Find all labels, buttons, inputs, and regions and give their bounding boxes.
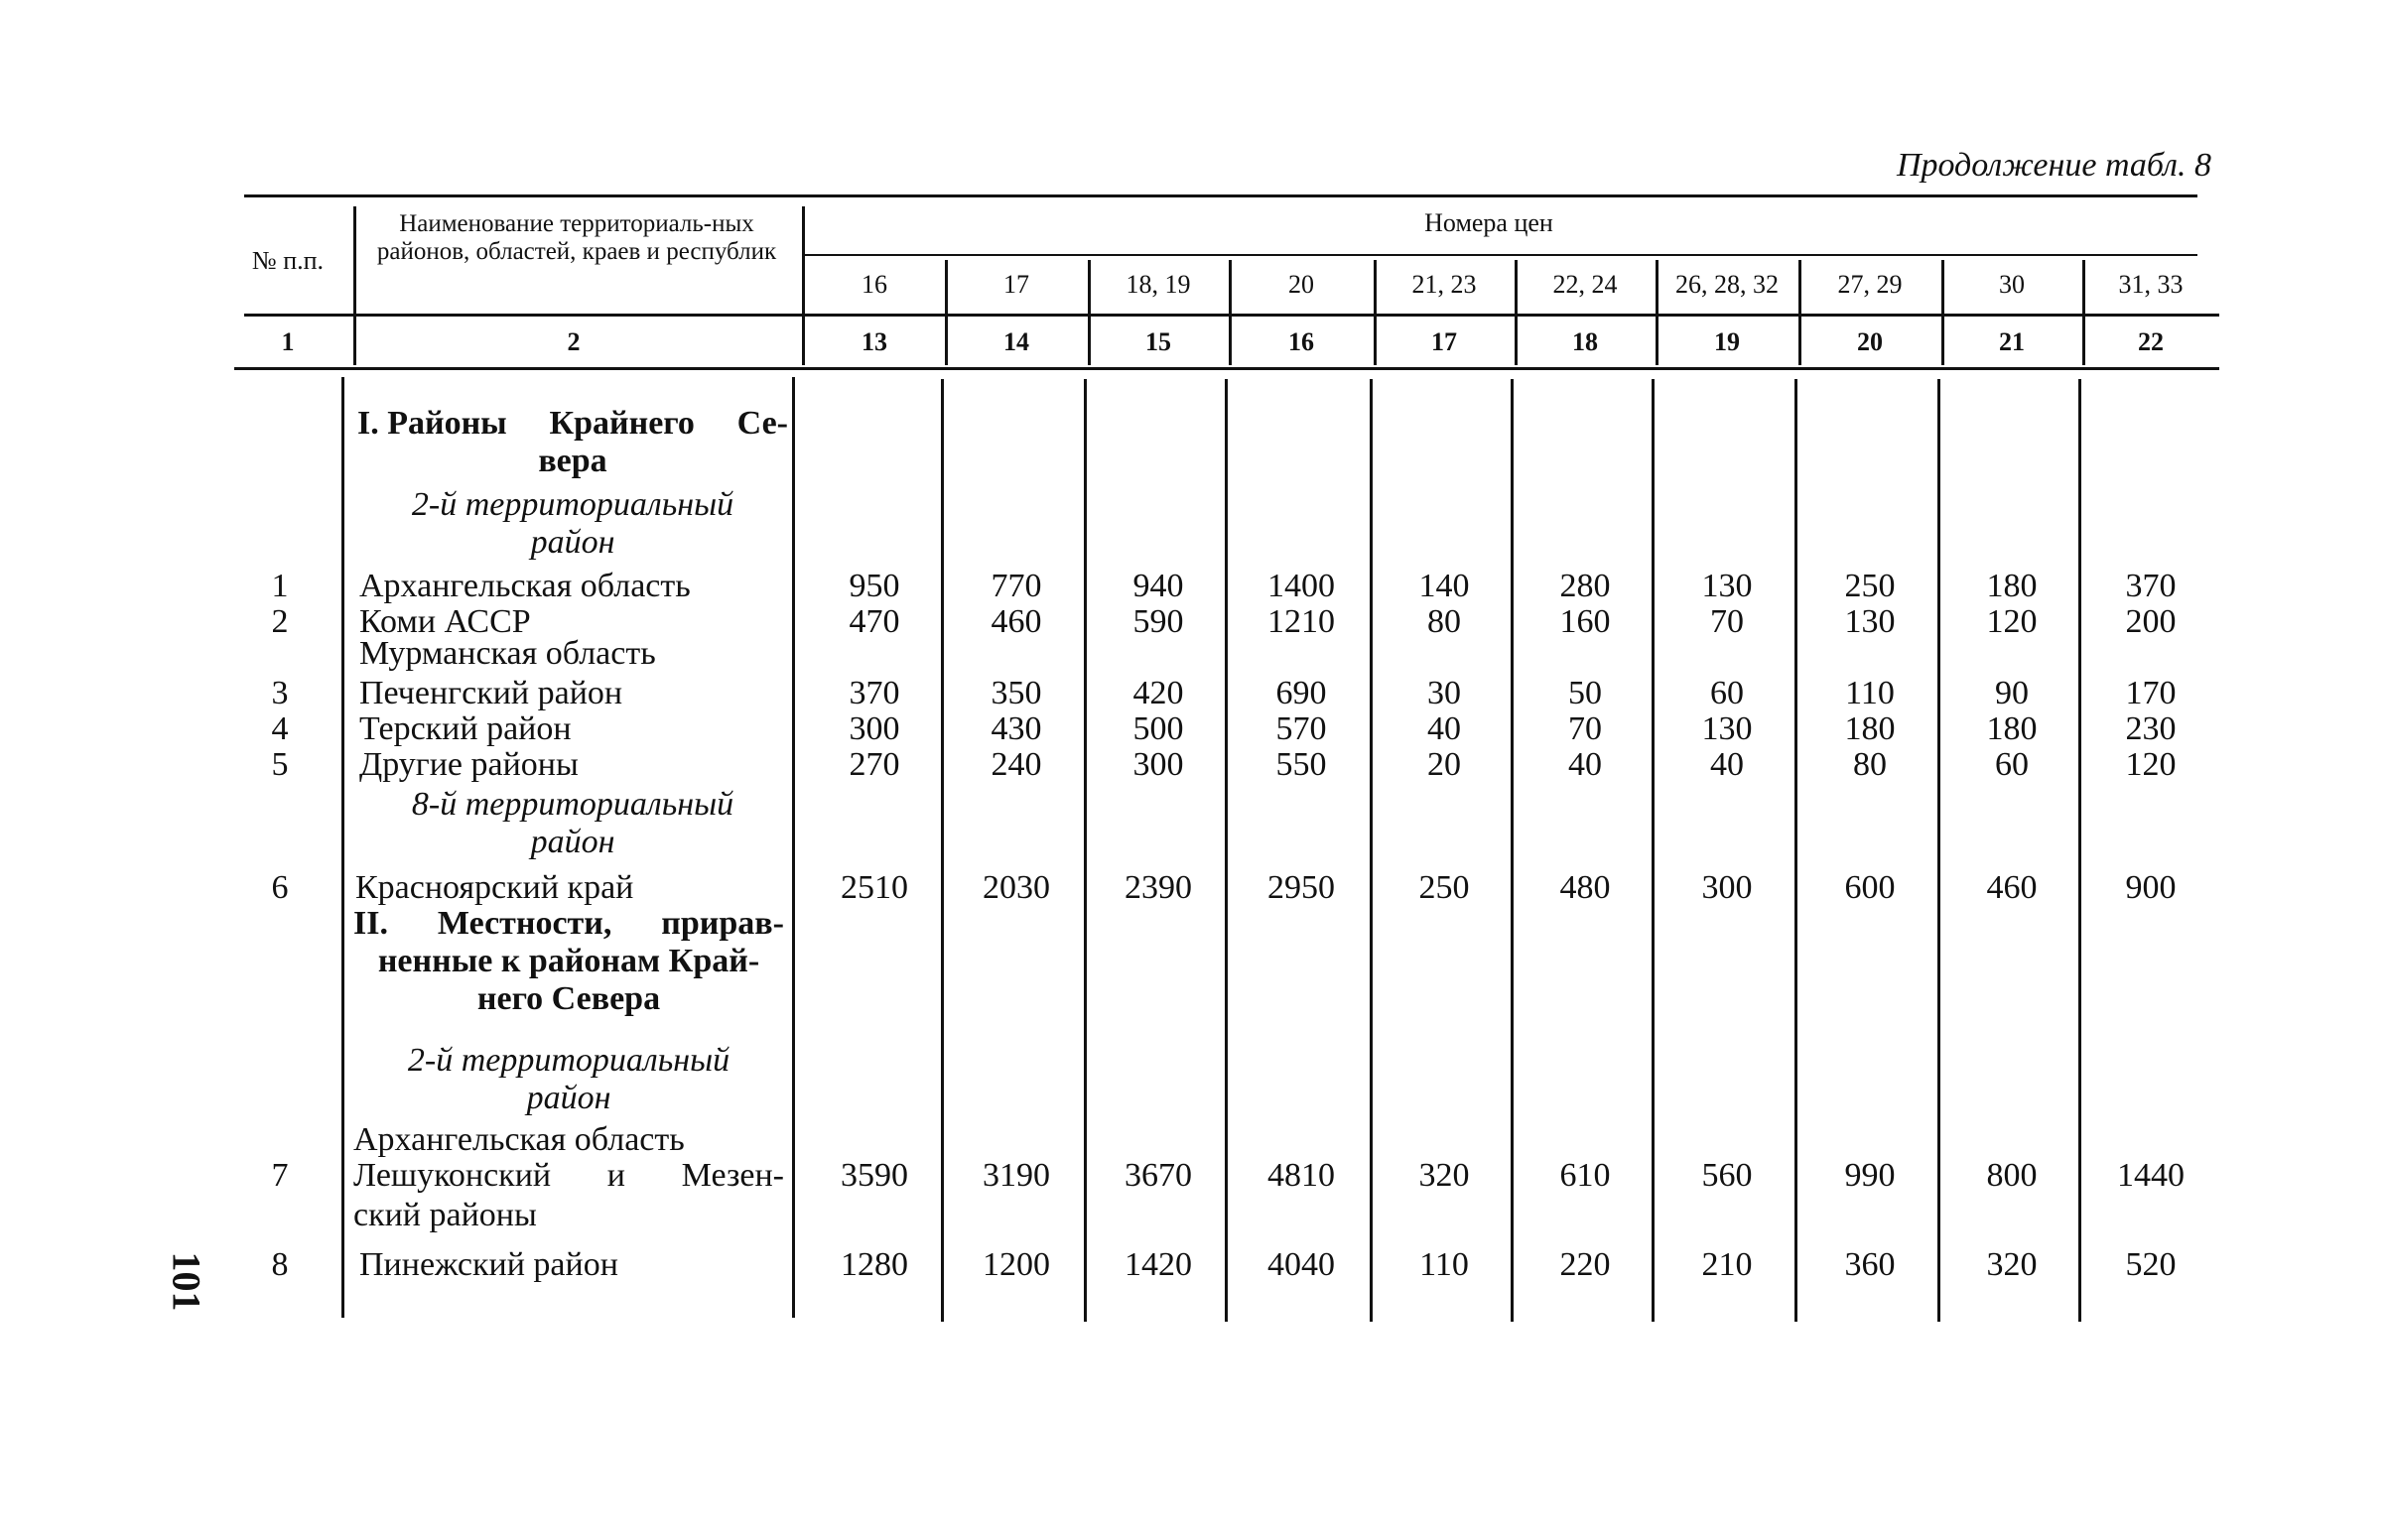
price-col-header: 16 — [862, 270, 887, 299]
row-name: Коми АССР — [359, 603, 531, 640]
row-value: 130 — [1844, 603, 1896, 640]
row-value: 570 — [1275, 710, 1327, 747]
row-value: 20 — [1427, 746, 1461, 783]
row-number: 5 — [271, 746, 289, 783]
row-value: 220 — [1559, 1246, 1611, 1283]
row-value: 500 — [1132, 710, 1184, 747]
subsection-3-a: 2-й территориальный — [407, 1042, 730, 1079]
row-value: 250 — [1418, 869, 1470, 906]
row-value: 800 — [1986, 1157, 2038, 1194]
vline-body-name — [341, 377, 344, 1318]
vline-body-price — [1084, 379, 1087, 1322]
row-name-line-2: ский районы — [353, 1197, 537, 1233]
row-name-word: Лешуконский — [353, 1157, 552, 1194]
subsection-3-b: район — [526, 1080, 611, 1116]
row-name-word: и — [606, 1157, 625, 1194]
section-1-title-a: I. Районы Крайнего Се- — [357, 405, 788, 442]
row-value: 80 — [1853, 746, 1887, 783]
index-cell: 18 — [1572, 327, 1598, 356]
row-value: 560 — [1701, 1157, 1753, 1194]
vline-body-price — [1370, 379, 1373, 1322]
row-value: 320 — [1418, 1157, 1470, 1194]
row-name: Пинежский район — [359, 1246, 618, 1283]
row-value: 130 — [1701, 710, 1753, 747]
region-murmansk: Мурманская область — [359, 635, 656, 672]
row-value: 110 — [1419, 1246, 1469, 1283]
row-name — [353, 1157, 784, 1234]
vline-header-price — [1941, 260, 1944, 365]
row-value: 460 — [991, 603, 1042, 640]
price-col-header: 17 — [1003, 270, 1029, 299]
row-name: Печенгский район — [359, 675, 623, 711]
row-value: 600 — [1844, 869, 1896, 906]
row-value: 1400 — [1267, 568, 1335, 604]
row-value: 470 — [849, 603, 900, 640]
row-value: 210 — [1701, 1246, 1753, 1283]
row-value: 420 — [1132, 675, 1184, 711]
region-arkhangelsk-2: Архангельская область — [353, 1121, 685, 1158]
row-value: 3190 — [983, 1157, 1050, 1194]
rule-group — [804, 254, 2197, 256]
row-value: 4040 — [1267, 1246, 1335, 1283]
price-col-header: 18, 19 — [1126, 270, 1191, 299]
rule-header-bottom — [244, 314, 2219, 317]
row-name: Другие районы — [359, 746, 579, 783]
rule-index-bottom — [234, 367, 2219, 370]
row-value: 370 — [2125, 568, 2177, 604]
vline-header-price — [1088, 260, 1091, 365]
row-value: 110 — [1845, 675, 1895, 711]
section-2-title-b: ненные к районам Край- — [377, 943, 760, 979]
price-col-header: 27, 29 — [1837, 270, 1903, 299]
row-name-word: Мезен- — [681, 1157, 784, 1194]
row-value: 950 — [849, 568, 900, 604]
price-col-header: 20 — [1288, 270, 1314, 299]
rule-top — [244, 194, 2197, 197]
vline-header-price — [1798, 260, 1801, 365]
row-value: 140 — [1418, 568, 1470, 604]
row-value: 1420 — [1125, 1246, 1192, 1283]
row-value: 40 — [1427, 710, 1461, 747]
vline-header-name — [353, 206, 356, 365]
row-value: 60 — [1710, 675, 1744, 711]
row-value: 300 — [849, 710, 900, 747]
row-value: 300 — [1132, 746, 1184, 783]
row-value: 2950 — [1267, 869, 1335, 906]
vline-body-price — [1511, 379, 1514, 1322]
row-value: 120 — [1986, 603, 2038, 640]
row-value: 690 — [1275, 675, 1327, 711]
price-col-header: 31, 33 — [2118, 270, 2184, 299]
row-value: 280 — [1559, 568, 1611, 604]
row-value: 4810 — [1267, 1157, 1335, 1194]
row-name: Архангельская область — [359, 568, 691, 604]
row-value: 3590 — [841, 1157, 908, 1194]
subsection-1-b: район — [530, 524, 615, 561]
row-value: 240 — [991, 746, 1042, 783]
row-value: 180 — [1986, 710, 2038, 747]
row-value: 40 — [1568, 746, 1602, 783]
row-value: 300 — [1701, 869, 1753, 906]
row-value: 1200 — [983, 1246, 1050, 1283]
vline-body-price — [1937, 379, 1940, 1322]
index-cell: 20 — [1857, 327, 1883, 356]
row-value: 520 — [2125, 1246, 2177, 1283]
index-cell: 1 — [281, 327, 295, 356]
section-2-title-c: него Севера — [476, 980, 661, 1017]
group-header: Номера цен — [1424, 208, 1553, 237]
vline-body-price — [1225, 379, 1228, 1322]
row-value: 50 — [1568, 675, 1602, 711]
row-value: 480 — [1559, 869, 1611, 906]
row-number: 1 — [271, 568, 289, 604]
vline-header-group — [802, 206, 805, 365]
row-number: 2 — [271, 603, 289, 640]
row-name: Красноярский край — [355, 869, 634, 906]
row-value: 990 — [1844, 1157, 1896, 1194]
price-col-header: 30 — [1999, 270, 2025, 299]
index-cell: 17 — [1431, 327, 1457, 356]
row-number: 7 — [271, 1157, 289, 1194]
row-value: 550 — [1275, 746, 1327, 783]
col-name-header: Наименование территориаль-ных районов, областей, краев и республик — [376, 210, 777, 265]
row-value: 90 — [1995, 675, 2029, 711]
row-value: 350 — [991, 675, 1042, 711]
row-number: 3 — [271, 675, 289, 711]
row-value: 1210 — [1267, 603, 1335, 640]
subsection-2-b: район — [530, 824, 615, 860]
row-value: 460 — [1986, 869, 2038, 906]
row-value: 170 — [2125, 675, 2177, 711]
vline-body-price — [2078, 379, 2081, 1322]
row-value: 770 — [991, 568, 1042, 604]
price-col-header: 22, 24 — [1552, 270, 1618, 299]
row-value: 610 — [1559, 1157, 1611, 1194]
row-value: 2030 — [983, 869, 1050, 906]
col-no-header: № п.п. — [251, 246, 325, 275]
row-value: 1440 — [2117, 1157, 2185, 1194]
vline-body-price — [941, 379, 944, 1322]
row-value: 180 — [1986, 568, 2038, 604]
vline-header-price — [1229, 260, 1232, 365]
row-value: 230 — [2125, 710, 2177, 747]
row-value: 180 — [1844, 710, 1896, 747]
row-value: 80 — [1427, 603, 1461, 640]
vline-header-price — [1656, 260, 1658, 365]
row-number: 6 — [271, 869, 289, 906]
row-value: 30 — [1427, 675, 1461, 711]
section-1-title-b: вера — [538, 443, 607, 479]
row-value: 2510 — [841, 869, 908, 906]
row-value: 60 — [1995, 746, 2029, 783]
row-value: 270 — [849, 746, 900, 783]
subsection-1-a: 2-й территориальный — [411, 486, 734, 523]
row-value: 1280 — [841, 1246, 908, 1283]
page-number: 101 — [164, 1251, 209, 1312]
index-cell: 21 — [1999, 327, 2025, 356]
index-cell: 22 — [2138, 327, 2164, 356]
row-value: 900 — [2125, 869, 2177, 906]
row-name: Терский район — [359, 710, 572, 747]
row-value: 250 — [1844, 568, 1896, 604]
vline-body-price — [1652, 379, 1655, 1322]
row-value: 360 — [1844, 1246, 1896, 1283]
vline-header-price — [1515, 260, 1518, 365]
index-cell: 16 — [1288, 327, 1314, 356]
row-value: 2390 — [1125, 869, 1192, 906]
index-cell: 15 — [1145, 327, 1171, 356]
row-value: 3670 — [1125, 1157, 1192, 1194]
price-col-header: 26, 28, 32 — [1675, 270, 1779, 299]
row-value: 430 — [991, 710, 1042, 747]
row-value: 120 — [2125, 746, 2177, 783]
table-caption: Продолжение табл. 8 — [1896, 147, 2211, 184]
row-value: 160 — [1559, 603, 1611, 640]
row-number: 8 — [271, 1246, 289, 1283]
row-value: 590 — [1132, 603, 1184, 640]
index-cell: 13 — [862, 327, 887, 356]
section-2-title-a: II. Местности, прирав- — [353, 905, 784, 942]
row-value: 320 — [1986, 1246, 2038, 1283]
vline-body-group — [792, 377, 795, 1318]
row-value: 200 — [2125, 603, 2177, 640]
row-value: 40 — [1710, 746, 1744, 783]
row-number: 4 — [271, 710, 289, 747]
vline-header-price — [2082, 260, 2085, 365]
index-cell: 14 — [1003, 327, 1029, 356]
row-value: 940 — [1132, 568, 1184, 604]
row-value: 130 — [1701, 568, 1753, 604]
subsection-2-a: 8-й территориальный — [411, 786, 734, 823]
index-cell: 19 — [1714, 327, 1740, 356]
index-cell: 2 — [567, 327, 581, 356]
vline-body-price — [1794, 379, 1797, 1322]
price-col-header: 21, 23 — [1411, 270, 1477, 299]
vline-header-price — [945, 260, 948, 365]
row-value: 370 — [849, 675, 900, 711]
row-value: 70 — [1568, 710, 1602, 747]
row-value: 70 — [1710, 603, 1744, 640]
vline-header-price — [1374, 260, 1377, 365]
row-name-line-1 — [353, 1157, 784, 1195]
